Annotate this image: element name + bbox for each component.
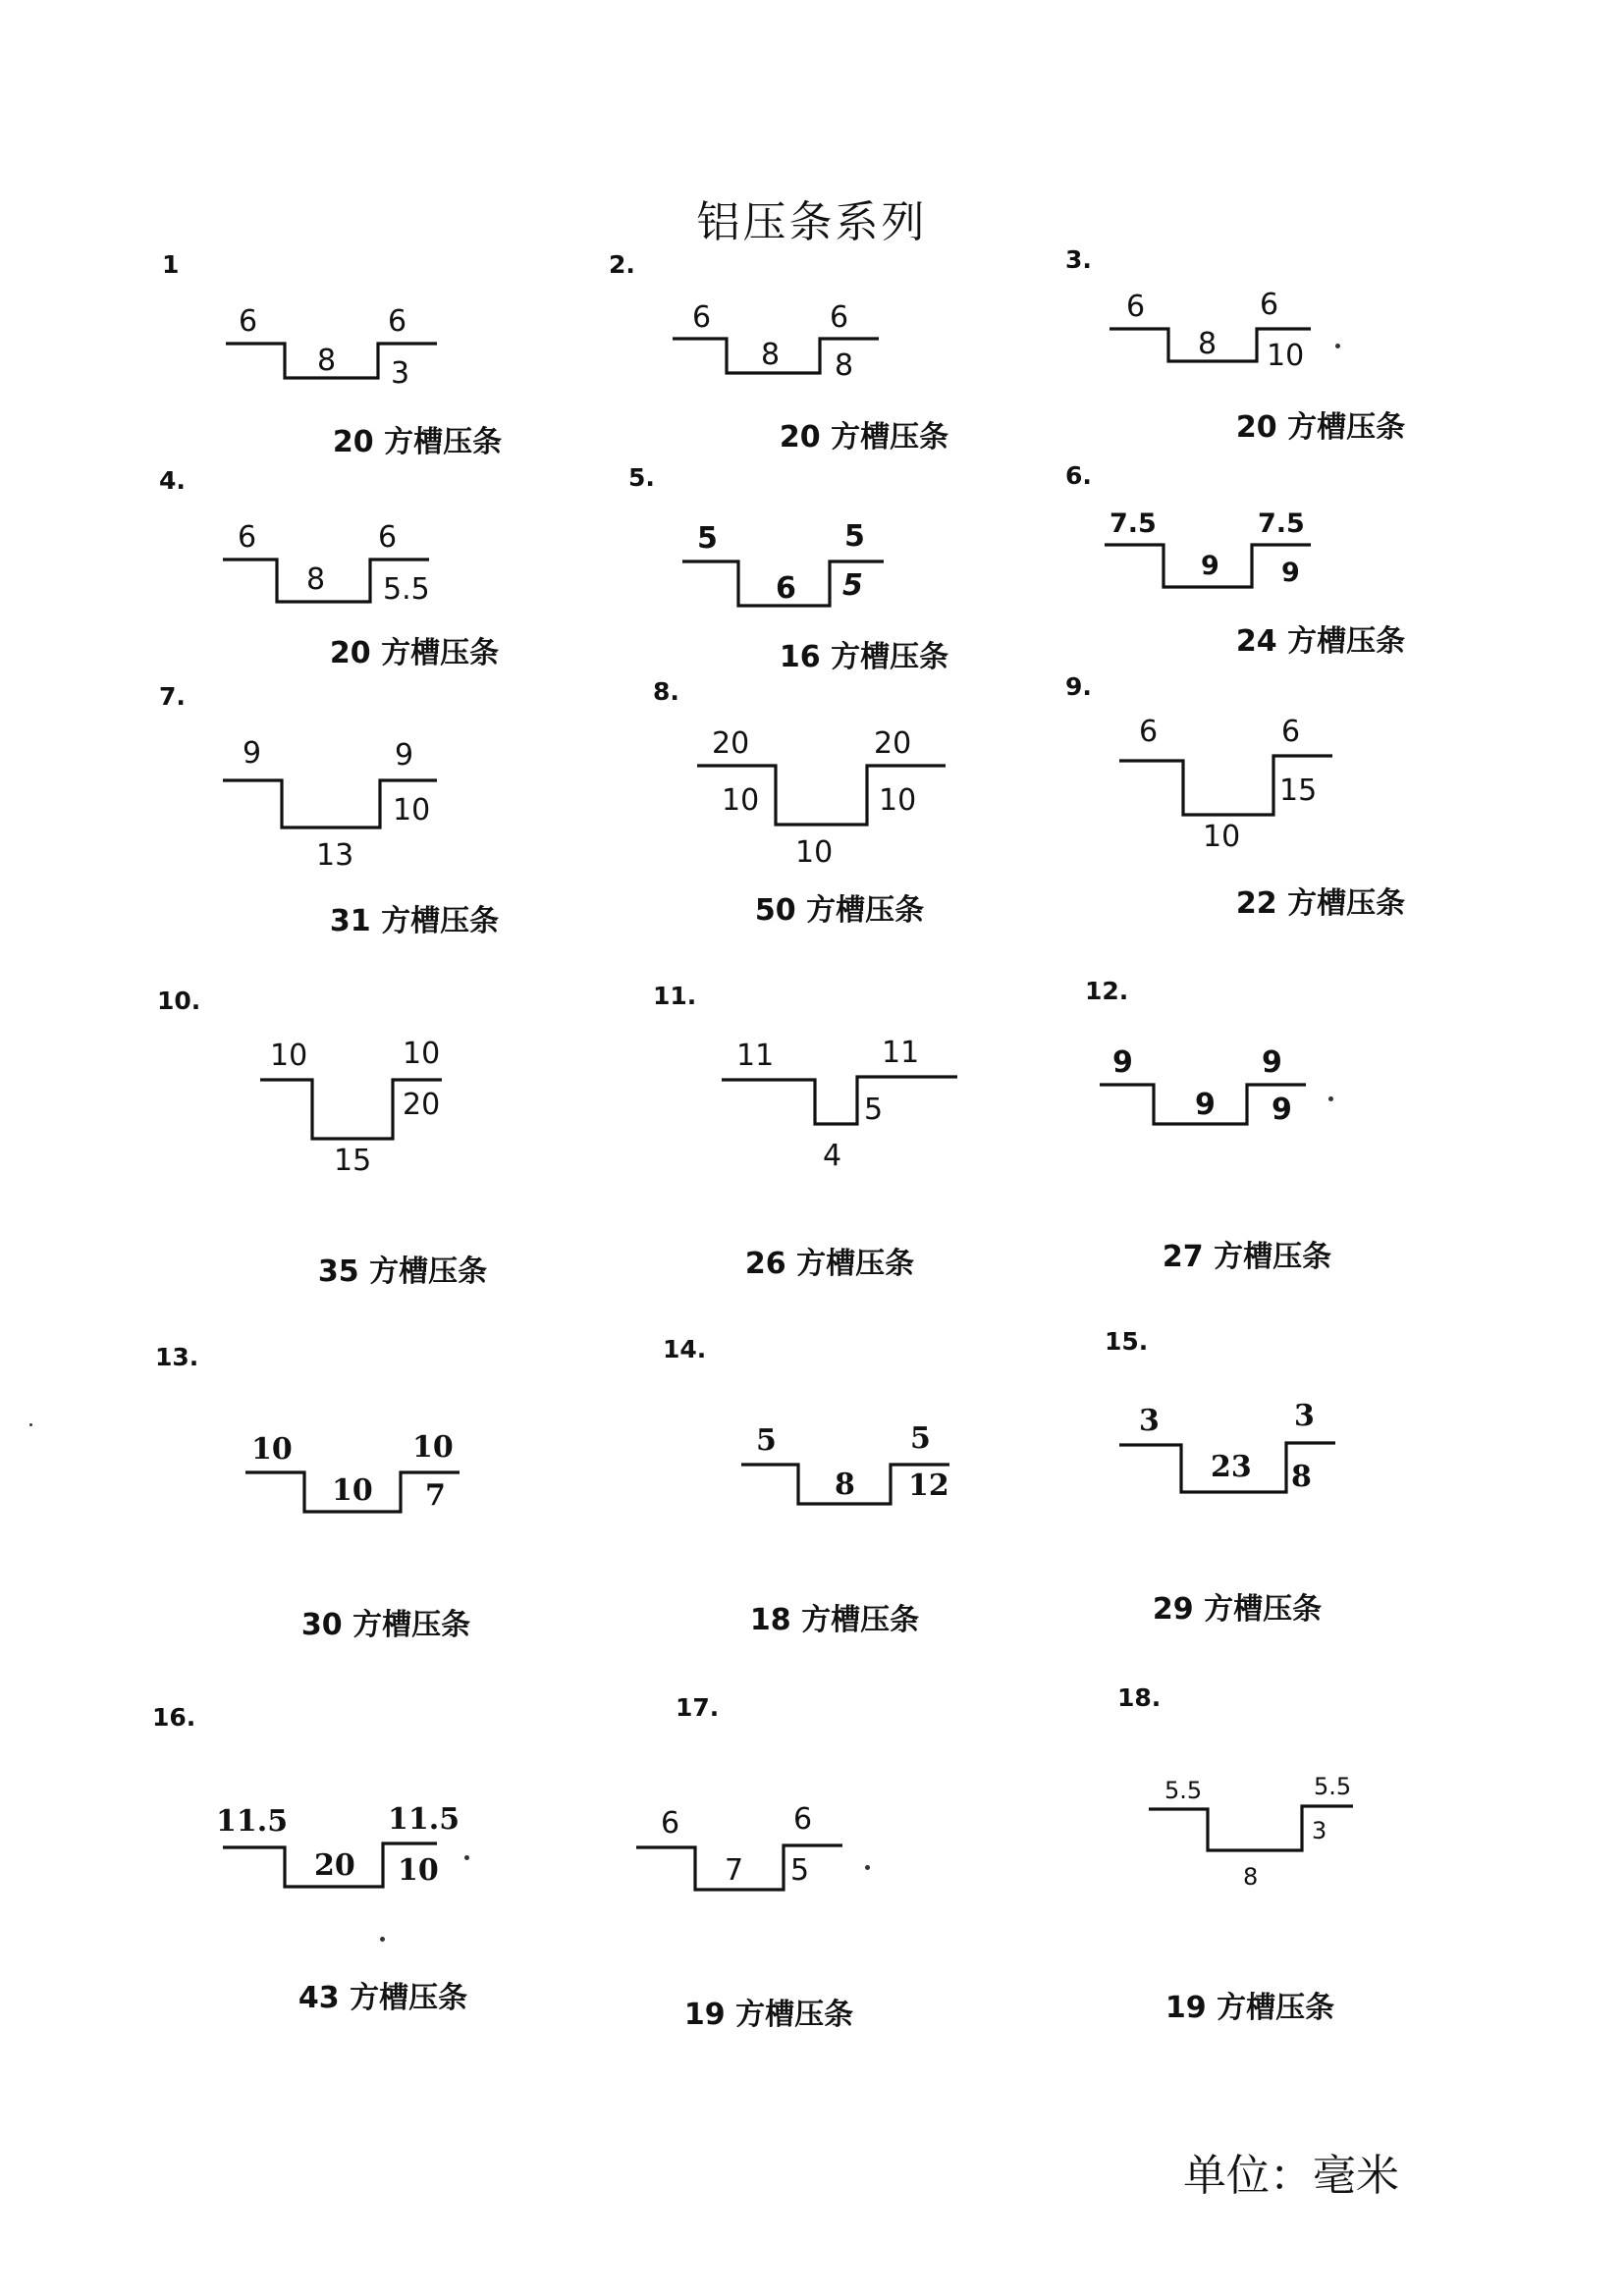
stray-mark (1335, 344, 1340, 348)
item-number: 16. (152, 1703, 196, 1732)
channel-depth-dim: 3 (1312, 1817, 1327, 1844)
item-caption: 20 方槽压条 (332, 425, 503, 459)
right-flange-dim: 6 (388, 304, 407, 339)
right-flange-dim: 9 (395, 738, 414, 773)
item-caption: 20 方槽压条 (1235, 410, 1406, 445)
channel-width-dim: 8 (1243, 1863, 1259, 1891)
right-flange-dim: 7.5 (1258, 508, 1305, 539)
stray-mark (380, 1937, 385, 1942)
item-number: 12. (1085, 977, 1129, 1005)
item-caption: 43 方槽压条 (298, 1981, 468, 2015)
left-flange-dim: 20 (712, 726, 750, 761)
left-flange-dim: 6 (661, 1806, 680, 1841)
item-caption: 20 方槽压条 (779, 420, 949, 454)
item-caption: 19 方槽压条 (1164, 1991, 1335, 2025)
left-flange-dim: 6 (1139, 715, 1159, 749)
channel-depth-dim-right: 10 (879, 783, 917, 818)
channel-width-dim: 6 (776, 571, 796, 606)
channel-width-dim: 7 (725, 1853, 744, 1888)
profile-drawing (661, 1693, 1186, 2027)
left-flange-dim: 10 (251, 1432, 293, 1467)
item-number: 11. (653, 982, 697, 1010)
channel-width-dim: 9 (1195, 1088, 1216, 1122)
right-flange-dim: 6 (1260, 288, 1279, 322)
item-caption: 26 方槽压条 (744, 1247, 915, 1281)
right-flange-dim: 9 (1262, 1045, 1282, 1080)
item-number: 13. (155, 1343, 199, 1371)
right-flange-dim: 6 (830, 300, 849, 335)
channel-depth-dim: 9 (1272, 1093, 1292, 1127)
channel-width-dim: 4 (823, 1139, 842, 1173)
item-caption: 35 方槽压条 (317, 1255, 488, 1289)
item-caption: 18 方槽压条 (749, 1603, 920, 1637)
channel-depth-dim: 5 (864, 1093, 884, 1127)
channel-depth-dim: 7 (425, 1478, 446, 1513)
channel-depth-dim: 15 (1279, 774, 1318, 808)
left-flange-dim: 11 (736, 1039, 775, 1073)
item-number: 4. (159, 466, 186, 495)
channel-depth-dim: 10 (393, 793, 431, 828)
profile-drawing (1065, 672, 1576, 1006)
right-flange-dim: 20 (874, 726, 912, 761)
item-number: 6. (1065, 461, 1092, 490)
left-flange-dim: 5 (756, 1423, 777, 1458)
channel-depth-dim: 20 (403, 1088, 441, 1122)
profile-outline (722, 1077, 957, 1124)
channel-width-dim: 13 (316, 838, 354, 873)
profile-item-17 (661, 1693, 1186, 2032)
channel-width-dim: 15 (334, 1144, 372, 1178)
right-flange-dim: 10 (412, 1430, 454, 1465)
left-flange-dim: 9 (243, 736, 262, 771)
right-flange-dim: 5.5 (1314, 1773, 1352, 1800)
channel-width-dim: 23 (1211, 1450, 1252, 1484)
channel-depth-dim: 5 (790, 1853, 810, 1888)
right-flange-dim: 10 (403, 1037, 441, 1071)
left-flange-dim: 9 (1112, 1045, 1133, 1080)
item-caption: 29 方槽压条 (1152, 1592, 1323, 1627)
left-flange-dim: 5.5 (1164, 1777, 1203, 1804)
item-number: 17. (676, 1693, 720, 1722)
profile-item-16 (152, 1703, 663, 2037)
item-number: 5. (628, 463, 655, 492)
profile-item-9 (1065, 672, 1576, 1006)
stray-mark (464, 1855, 469, 1860)
channel-depth-dim: 5.5 (383, 572, 430, 607)
stray-mark (865, 1865, 870, 1870)
channel-width-dim: 8 (761, 338, 781, 372)
right-flange-dim: 11.5 (388, 1802, 460, 1837)
profile-drawing (159, 682, 670, 1016)
channel-width-dim: 9 (1201, 551, 1219, 581)
item-number: 1 (162, 250, 180, 279)
channel-depth-dim: 8 (835, 348, 854, 383)
right-flange-dim: 6 (793, 1802, 813, 1837)
item-number: 3. (1065, 245, 1092, 274)
channel-depth-dim: 9 (1281, 558, 1300, 588)
item-caption: 22 方槽压条 (1235, 886, 1406, 921)
item-caption: 24 方槽压条 (1235, 624, 1406, 659)
left-flange-dim: 5 (697, 521, 718, 556)
right-flange-dim: 6 (1281, 715, 1301, 749)
profile-item-15 (1105, 1327, 1615, 1661)
channel-width-dim: 8 (306, 562, 326, 597)
left-flange-dim: 6 (239, 304, 258, 339)
profile-drawing (1117, 1683, 1624, 2017)
channel-width-dim: 10 (1203, 820, 1241, 854)
item-number: 8. (653, 677, 679, 706)
item-caption: 16 方槽压条 (779, 640, 949, 674)
item-caption: 27 方槽压条 (1162, 1240, 1332, 1274)
left-flange-dim: 3 (1139, 1404, 1160, 1438)
channel-width-dim: 8 (317, 344, 337, 378)
channel-depth-dim: 10 (1267, 339, 1305, 373)
profile-item-7 (159, 682, 670, 1016)
item-number: 2. (609, 250, 635, 279)
right-flange-dim: 3 (1294, 1399, 1315, 1433)
left-flange-dim: 10 (270, 1039, 308, 1073)
item-number: 10. (157, 987, 201, 1015)
item-number: 14. (663, 1335, 707, 1363)
item-number: 15. (1105, 1327, 1149, 1356)
item-caption: 20 方槽压条 (329, 636, 500, 670)
item-caption: 31 方槽压条 (329, 904, 500, 938)
item-caption: 50 方槽压条 (754, 893, 925, 928)
left-flange-dim: 11.5 (216, 1804, 289, 1839)
item-caption: 19 方槽压条 (683, 1998, 854, 2032)
channel-depth-dim: 10 (722, 783, 760, 818)
item-caption: 30 方槽压条 (300, 1608, 471, 1642)
left-flange-dim: 6 (1126, 290, 1146, 324)
page-title: 铝压条系列 (696, 197, 928, 247)
right-flange-dim: 6 (378, 520, 398, 555)
left-flange-dim: 6 (238, 520, 257, 555)
channel-width-dim: 8 (1198, 327, 1218, 361)
channel-width-dim: 8 (835, 1468, 855, 1502)
channel-depth-dim: 10 (398, 1853, 439, 1888)
channel-depth-dim: 5 (842, 568, 863, 603)
stray-mark (1328, 1096, 1333, 1101)
right-flange-dim: 5 (910, 1421, 931, 1456)
item-number: 18. (1117, 1683, 1162, 1712)
channel-depth-dim: 3 (391, 356, 410, 391)
channel-width-dim: 10 (795, 835, 834, 870)
profile-item-12 (1085, 977, 1596, 1310)
stray-mark (29, 1423, 32, 1426)
channel-depth-dim: 12 (908, 1468, 949, 1503)
unit-label: 单位：毫米 (1183, 2151, 1399, 2201)
right-flange-dim: 5 (844, 519, 865, 554)
channel-width-dim: 10 (332, 1473, 373, 1508)
item-number: 9. (1065, 672, 1092, 701)
channel-width-dim: 20 (314, 1848, 355, 1883)
left-flange-dim: 6 (692, 300, 712, 335)
right-flange-dim: 11 (882, 1036, 920, 1070)
left-flange-dim: 7.5 (1110, 508, 1157, 539)
item-number: 7. (159, 682, 186, 711)
channel-depth-dim: 8 (1291, 1460, 1312, 1494)
profile-item-18 (1117, 1683, 1624, 2025)
